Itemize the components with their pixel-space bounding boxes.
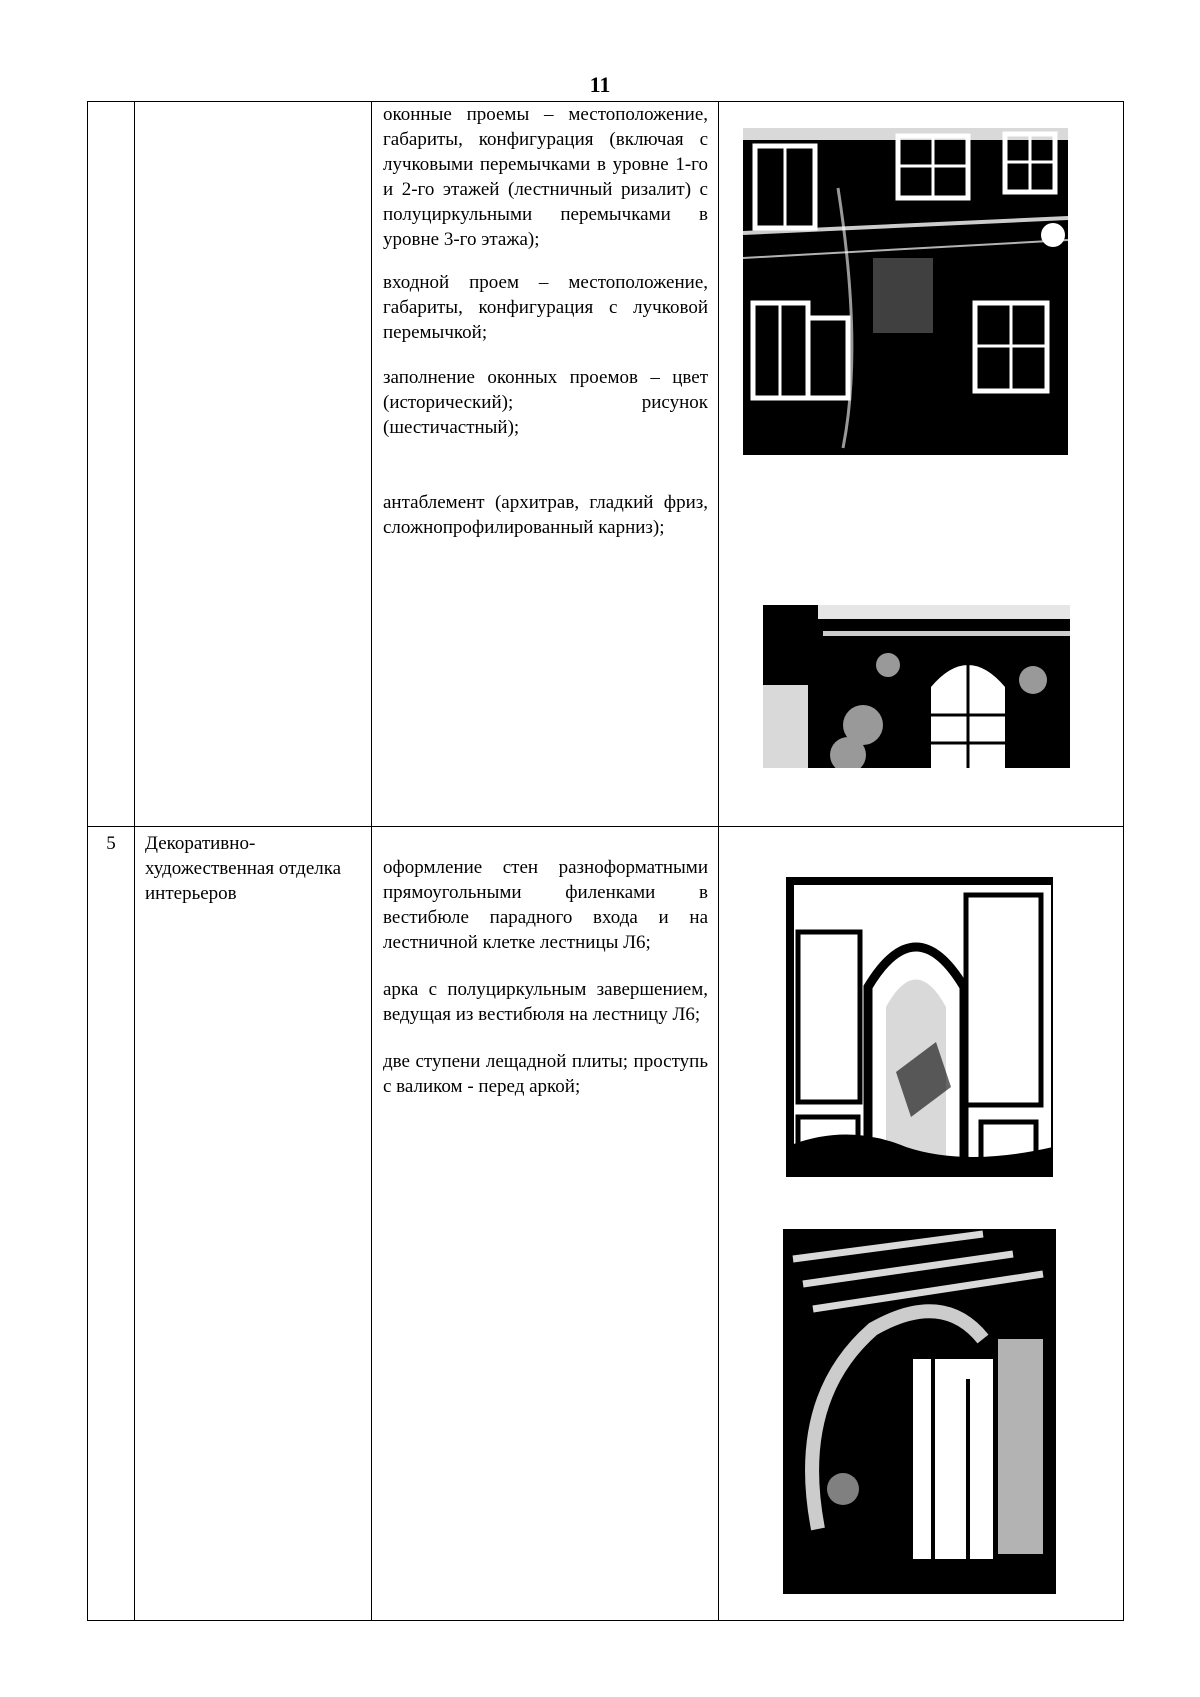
element-description [372, 827, 719, 1621]
table-row [88, 102, 1124, 827]
description-paragraph: арка с полуциркульным завершением, ведущая из вестибюля на лестницу Л6; [383, 979, 708, 1025]
photo-cell [719, 102, 1124, 827]
description-paragraph: две ступени лещадной плиты; проступь с валиком - перед аркой; [383, 1051, 708, 1097]
description-paragraph: входной проем – местоположение, габариты, конфигурация с лучковой перемычкой; [383, 272, 708, 343]
facade-windows-photo [743, 128, 1068, 455]
description-paragraph: оконные проемы – местоположение, габариты, конфигурация (включая с лучковыми перемычками в уровне 1-го и 2-го этажей (лестничный ризалит) с полуциркульными перемычками в уровне 3-го этажа); [383, 104, 708, 250]
staircase-arch-photo [783, 1229, 1056, 1594]
element-name: Декоративно-художественная отделка интерьеров [135, 827, 372, 1621]
table-row [88, 827, 1124, 1621]
row-number [88, 102, 135, 827]
photo-cell [719, 827, 1124, 1621]
row-number: 5 [88, 827, 135, 1621]
heritage-elements-table [87, 101, 1124, 1621]
description-paragraph: оформление стен разноформатными прямоугольными филенками в вестибюле парадного входа и на лестничной клетке лестницы Л6; [383, 857, 708, 953]
element-description [372, 102, 719, 827]
element-name [135, 102, 372, 827]
page-number: 11 [589, 72, 611, 97]
description-paragraph: антаблемент (архитрав, гладкий фриз, сложнопрофилированный карниз); [383, 492, 708, 538]
entablature-photo [763, 595, 1070, 768]
vestibule-panels-photo [786, 877, 1053, 1177]
description-paragraph: заполнение оконных проемов – цвет (исторический); рисунок (шестичастный); [383, 367, 708, 438]
